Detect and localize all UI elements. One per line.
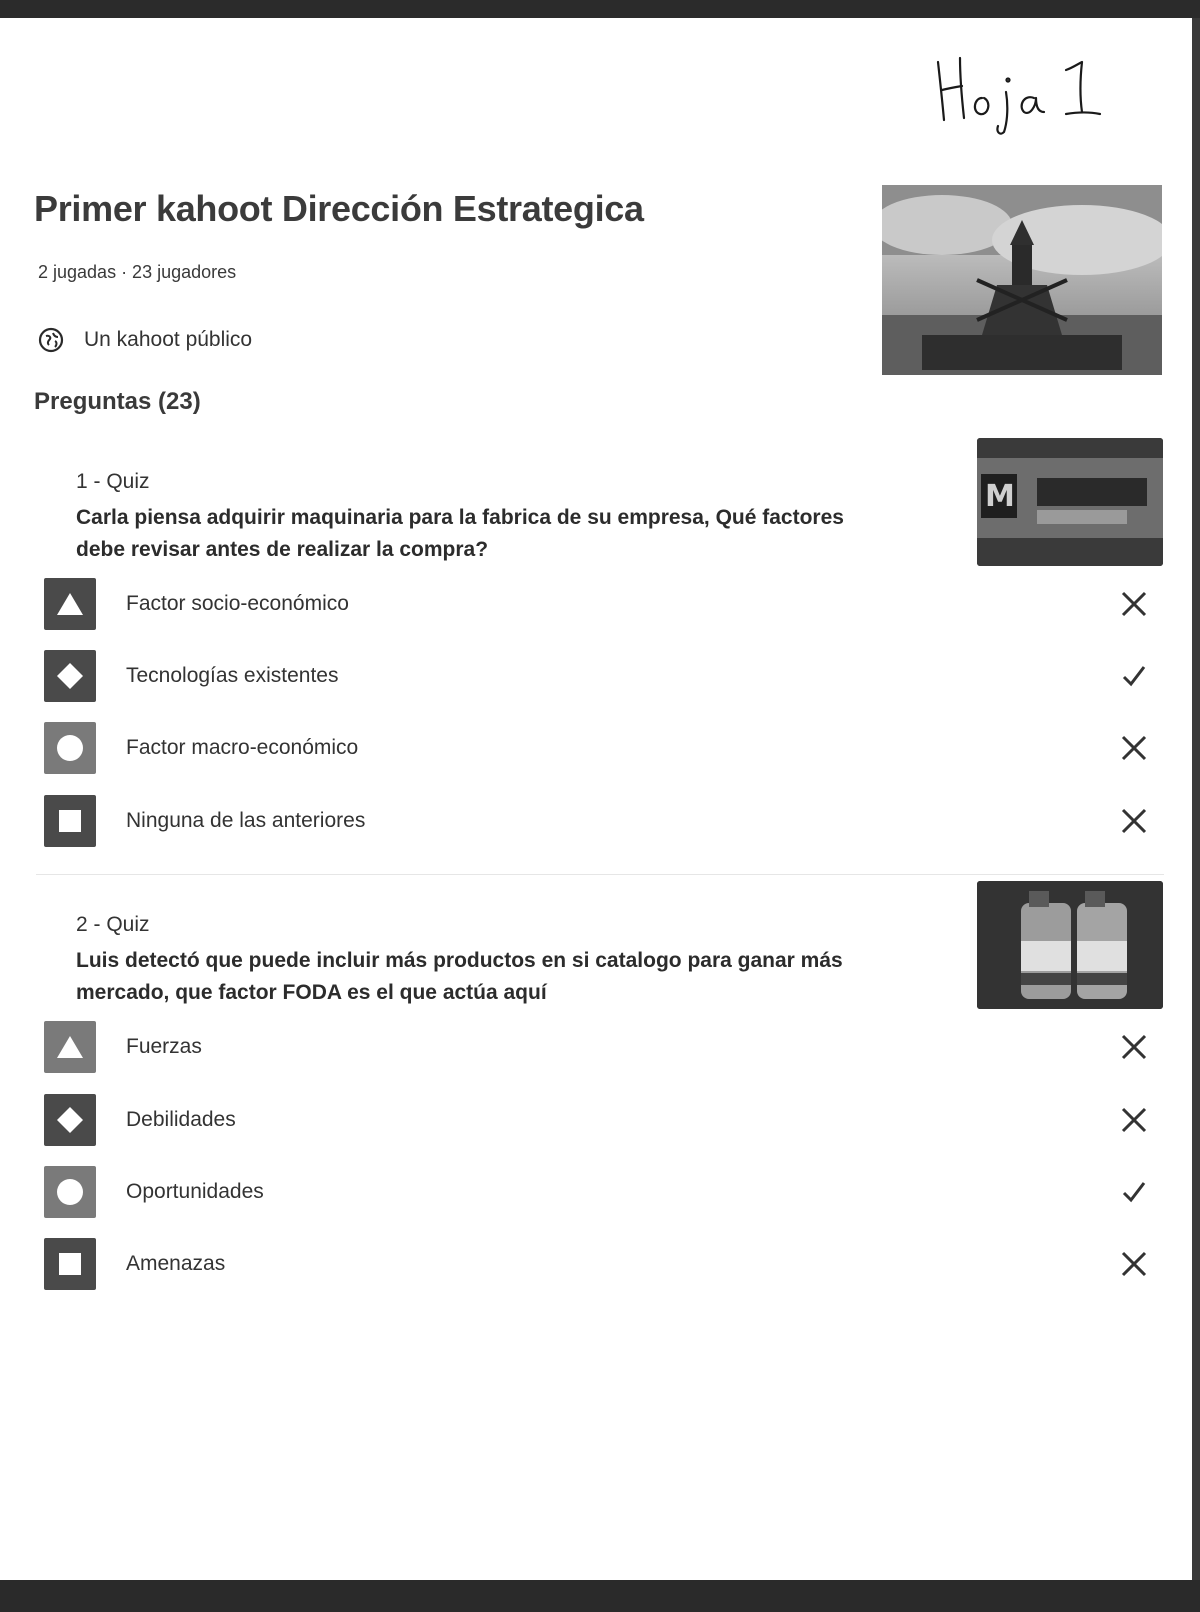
square-icon — [44, 1238, 96, 1290]
circle-icon — [44, 1166, 96, 1218]
scan-border-top — [0, 0, 1200, 18]
incorrect-x-icon — [1114, 1100, 1154, 1140]
answer-row — [44, 1094, 1164, 1146]
incorrect-x-icon — [1114, 801, 1154, 841]
triangle-icon — [44, 578, 96, 630]
question-label: 2 - Quiz — [76, 913, 150, 936]
incorrect-x-icon — [1114, 1244, 1154, 1284]
answer-row — [44, 795, 1164, 847]
question-image — [977, 881, 1163, 1009]
questions-heading: Preguntas (23) — [34, 388, 201, 415]
scan-border-bottom — [0, 1580, 1200, 1612]
correct-check-icon — [1114, 656, 1154, 696]
circle-icon — [44, 722, 96, 774]
answer-text: Oportunidades — [126, 1180, 264, 1203]
answer-row — [44, 1021, 1164, 1073]
answer-text: Fuerzas — [126, 1035, 202, 1058]
diamond-icon — [44, 650, 96, 702]
triangle-icon — [44, 1021, 96, 1073]
scan-border-right — [1192, 18, 1200, 1580]
visibility-row — [38, 327, 252, 353]
square-icon — [44, 795, 96, 847]
answer-row — [44, 722, 1164, 774]
incorrect-x-icon — [1114, 728, 1154, 768]
answer-text: Factor macro-económico — [126, 736, 359, 759]
incorrect-x-icon — [1114, 584, 1154, 624]
cover-image — [882, 185, 1162, 375]
visibility-label: Un kahoot público — [84, 328, 253, 351]
answer-text: Amenazas — [126, 1252, 226, 1275]
question-label: 1 - Quiz — [76, 470, 150, 493]
kahoot-title: Primer kahoot Dirección Estrategica — [34, 188, 644, 229]
kahoot-stats: 2 jugadas · 23 jugadores — [38, 262, 237, 282]
answer-row — [44, 578, 1164, 630]
question-divider — [36, 874, 1164, 875]
answer-row — [44, 1238, 1164, 1290]
incorrect-x-icon — [1114, 1027, 1154, 1067]
answer-row — [44, 1166, 1164, 1218]
globe-icon — [38, 327, 64, 353]
answer-text: Debilidades — [126, 1108, 236, 1131]
question-text: Carla piensa adquirir maquinaria para la fabrica de su empresa, Qué factores debe revisar antes de realizar la compra? — [76, 506, 844, 561]
answer-text: Tecnologías existentes — [126, 664, 339, 687]
svg-text:M: M — [985, 479, 1015, 514]
handwritten-note — [930, 40, 1110, 140]
question-image — [977, 438, 1163, 566]
answer-text: Factor socio-económico — [126, 592, 349, 615]
diamond-icon — [44, 1094, 96, 1146]
question-text: Luis detectó que puede incluir más productos en si catalogo para ganar más mercado, que factor FODA es el que actúa aquí — [76, 949, 843, 1004]
correct-check-icon — [1114, 1172, 1154, 1212]
answer-row — [44, 650, 1164, 702]
answer-text: Ninguna de las anteriores — [126, 809, 366, 832]
